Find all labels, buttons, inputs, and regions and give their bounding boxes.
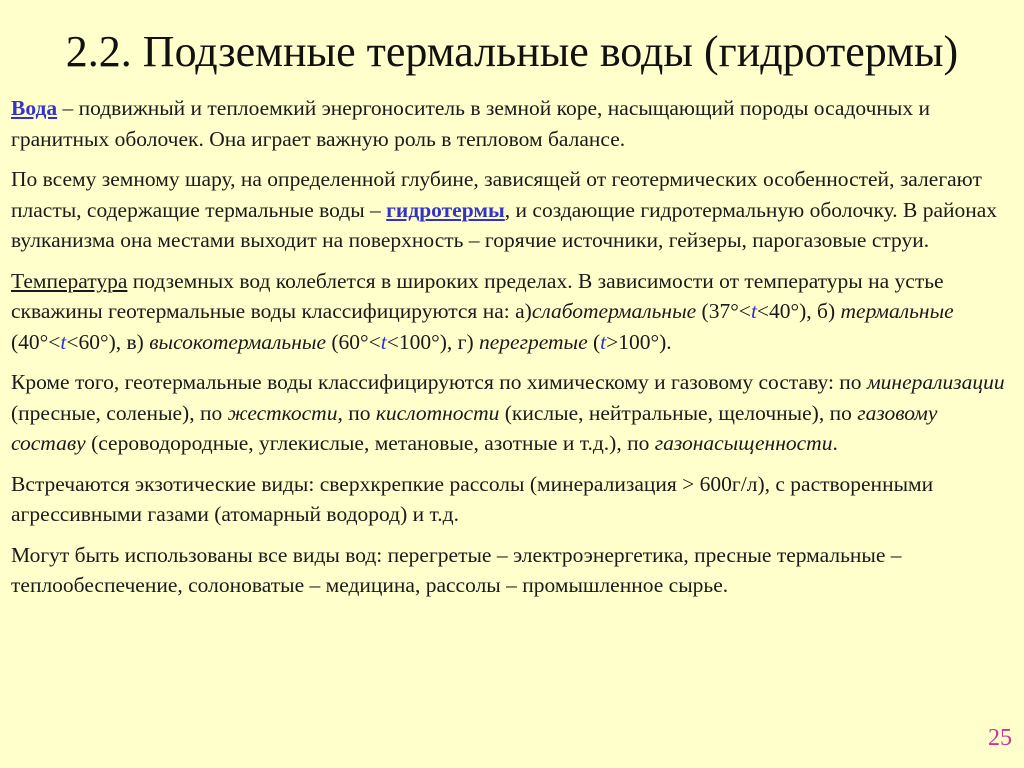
paragraph-hydrotherms-text-2: , и создающие гидротермальную оболочку. В районах вулканизма она местами выходит на поверхность – горячие источники, гейзеры, парогазовые струи. bbox=[11, 197, 998, 252]
range-1a: (37°< bbox=[696, 299, 751, 323]
slide-content bbox=[11, 93, 1011, 611]
classification-text-2: (пресные, соленые), по bbox=[11, 400, 228, 425]
term-gas-saturation: газонасыщенности bbox=[654, 431, 833, 455]
term-hardness: жесткости bbox=[227, 400, 338, 425]
link-hydrotherms[interactable]: гидротермы bbox=[386, 197, 505, 222]
paragraph-temperature bbox=[11, 266, 1011, 358]
classification-text-4: (кислые, нейтральные, щелочные), по bbox=[499, 400, 858, 425]
range-1b: <40°), б) bbox=[756, 299, 841, 323]
term-acidity: кислотности bbox=[375, 400, 500, 425]
range-2a: (40°< bbox=[11, 329, 61, 354]
slide-title: 2.2. Подземные термальные воды (гидротермы) bbox=[65, 27, 959, 76]
classification-text-3: , по bbox=[337, 400, 376, 425]
range-3b: <100°), г) bbox=[386, 329, 479, 354]
page-number: 25 bbox=[988, 725, 1012, 751]
classification-text-6: . bbox=[832, 431, 838, 455]
classification-text-1: Кроме того, геотермальные воды классифицируются по химическому и газовому составу: по bbox=[11, 370, 867, 394]
class-overheated: перегретые bbox=[479, 329, 588, 354]
paragraph-exotic: Встречаются экзотические виды: сверхкрепкие рассолы (минерализация > 600г/л), с растворенными агрессивными газами (атомарный водород) и т.д. bbox=[11, 471, 934, 526]
term-gas-composition: газовому составу bbox=[11, 400, 938, 455]
term-mineralization: минерализации bbox=[866, 370, 1005, 394]
range-3a: (60°< bbox=[326, 329, 381, 354]
paragraph-usage: Могут быть использованы все виды вод: перегретые – электроэнергетика, пресные термальные – теплообеспечение, солоноватые – медицина, рассолы – промышленное сырье. bbox=[11, 542, 902, 597]
paragraph-hydrotherms bbox=[11, 164, 1011, 256]
temperature-text-1: подземных вод колеблется в широких пределах. В зависимости от температуры на устье скважины геотермальные воды классифицируются на: а) bbox=[11, 268, 944, 323]
var-t-2: t bbox=[60, 329, 67, 354]
range-4a: ( bbox=[587, 329, 601, 354]
paragraph-water bbox=[11, 93, 1011, 154]
var-t-1: t bbox=[750, 299, 757, 323]
paragraph-water-text: – подвижный и теплоемкий энергоноситель в земной коре, насыщающий породы осадочных и гранитных оболочек. Она играет важную роль в тепловом балансе. bbox=[11, 96, 930, 151]
range-4b: >100°). bbox=[606, 329, 672, 354]
var-t-3: t bbox=[380, 329, 387, 354]
range-2b: <60°), в) bbox=[66, 329, 150, 354]
paragraph-hydrotherms-text-1: По всему земному шару, на определенной глубине, зависящей от геотермических особенностей, залегают пласты, содержащие термальные воды – bbox=[11, 167, 982, 222]
term-temperature: Температура bbox=[11, 268, 128, 293]
class-thermal: термальные bbox=[840, 299, 954, 323]
paragraph-classification bbox=[11, 367, 1011, 459]
link-water[interactable]: Вода bbox=[11, 96, 58, 120]
classification-text-5: (сероводородные, углекислые, метановые, азотные и т.д.), по bbox=[85, 431, 655, 455]
var-t-4: t bbox=[600, 329, 607, 354]
class-weakly-thermal: слаботермальные bbox=[531, 299, 697, 323]
class-high-thermal: высокотермальные bbox=[149, 329, 326, 354]
